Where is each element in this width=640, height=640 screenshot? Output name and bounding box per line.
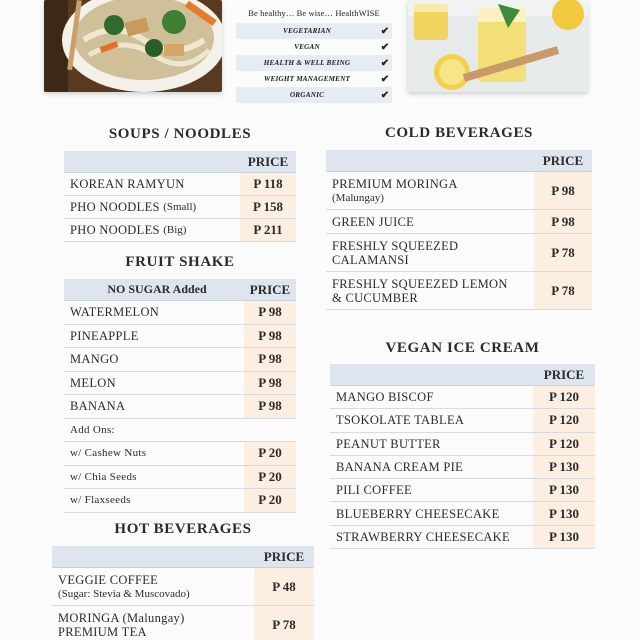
table-row: BLUEBERRY CHEESECAKE P 130: [330, 502, 595, 525]
fruit-shake-title: FRUIT SHAKE: [125, 254, 235, 270]
table-row: w/ Cashew Nuts P 20: [64, 442, 296, 466]
table-row: GREEN JUICE P 98: [326, 210, 592, 234]
lemonade-photo: [408, 0, 588, 92]
table-row: FRESHLY SQUEEZED LEMON & CUCUMBER P 78: [326, 272, 592, 310]
health-item-weight: WEIGHT MANAGEMENT ✔: [236, 71, 392, 87]
healthwise-tagline: Be healthy… Be wise… HealthWISE: [248, 8, 380, 18]
table-row: FRESHLY SQUEEZED CALAMANSI P 78: [326, 234, 592, 272]
noodle-bowl-illustration: [44, 0, 222, 92]
table-row: WATERMELON P 98: [64, 301, 296, 325]
table-row: STRAWBERRY CHEESECAKE P 130: [330, 526, 595, 549]
table-row: KOREAN RAMYUN P 118: [64, 173, 296, 196]
price-header: PRICE: [542, 152, 584, 168]
noodle-bowl-photo: [44, 0, 222, 92]
health-benefits: [236, 8, 392, 103]
table-row: BANANA CREAM PIE P 130: [330, 456, 595, 479]
table-row: MORINGA (Malungay) PREMIUM TEA P 78: [52, 606, 314, 640]
table-row: PHO NOODLES (Big) P 211: [64, 219, 296, 242]
table-row: PHO NOODLES (Small) P 158: [64, 196, 296, 219]
checkmark-icon: ✔: [380, 57, 390, 69]
table-row: PILI COFFEE P 130: [330, 479, 595, 502]
soups-title: SOUPS / NOODLES: [108, 126, 252, 142]
price-header: PRICE: [249, 281, 291, 297]
checkmark-icon: ✔: [380, 73, 390, 85]
addons-label-row: [64, 419, 296, 443]
price-header: PRICE: [247, 153, 289, 169]
table-row: VEGGIE COFFEE (Sugar: Stevia & Muscovado) P 48: [52, 568, 314, 606]
health-item-organic: ORGANIC ✔: [236, 87, 392, 103]
lemonade-illustration: [408, 0, 588, 92]
addons-label: Add Ons:: [70, 423, 115, 436]
checkmark-icon: ✔: [380, 41, 390, 53]
checkmark-icon: ✔: [380, 25, 390, 37]
soups-table: [64, 151, 296, 242]
health-item-vegetarian: VEGETARIAN ✔: [236, 23, 392, 39]
table-header: [64, 279, 296, 301]
health-list: [236, 23, 392, 103]
no-sugar-label: NO SUGAR Added: [107, 282, 207, 296]
table-row: MANGO P 98: [64, 348, 296, 372]
vegan-ice-cream-title: VEGAN ICE CREAM: [385, 340, 540, 356]
table-row: PREMIUM MORINGA (Malungay) P 98: [326, 172, 592, 210]
fruit-shake-table: [64, 279, 296, 513]
table-header: [330, 364, 595, 386]
table-header: [64, 151, 296, 173]
table-row: BANANA P 98: [64, 395, 296, 419]
hot-beverages-table: [52, 546, 314, 640]
health-item-well-being: HEALTH & WELL BEING ✔: [236, 55, 392, 71]
hot-beverages-title: HOT BEVERAGES: [114, 521, 252, 537]
vegan-ice-cream-table: [330, 364, 595, 549]
checkmark-icon: ✔: [380, 89, 390, 101]
table-row: PEANUT BUTTER P 120: [330, 433, 595, 456]
cold-beverages-title: COLD BEVERAGES: [384, 125, 533, 141]
price-header: PRICE: [263, 548, 305, 564]
table-row: PINEAPPLE P 98: [64, 325, 296, 349]
price-header: PRICE: [543, 366, 585, 382]
table-row: MANGO BISCOF P 120: [330, 386, 595, 409]
table-row: w/ Chia Seeds P 20: [64, 466, 296, 490]
table-header: [326, 150, 592, 172]
cold-beverages-table: [326, 150, 592, 310]
table-row: MELON P 98: [64, 372, 296, 396]
health-item-vegan: VEGAN ✔: [236, 39, 392, 55]
table-row: w/ Flaxseeds P 20: [64, 489, 296, 513]
table-header: [52, 546, 314, 568]
table-row: TSOKOLATE TABLEA P 120: [330, 409, 595, 432]
